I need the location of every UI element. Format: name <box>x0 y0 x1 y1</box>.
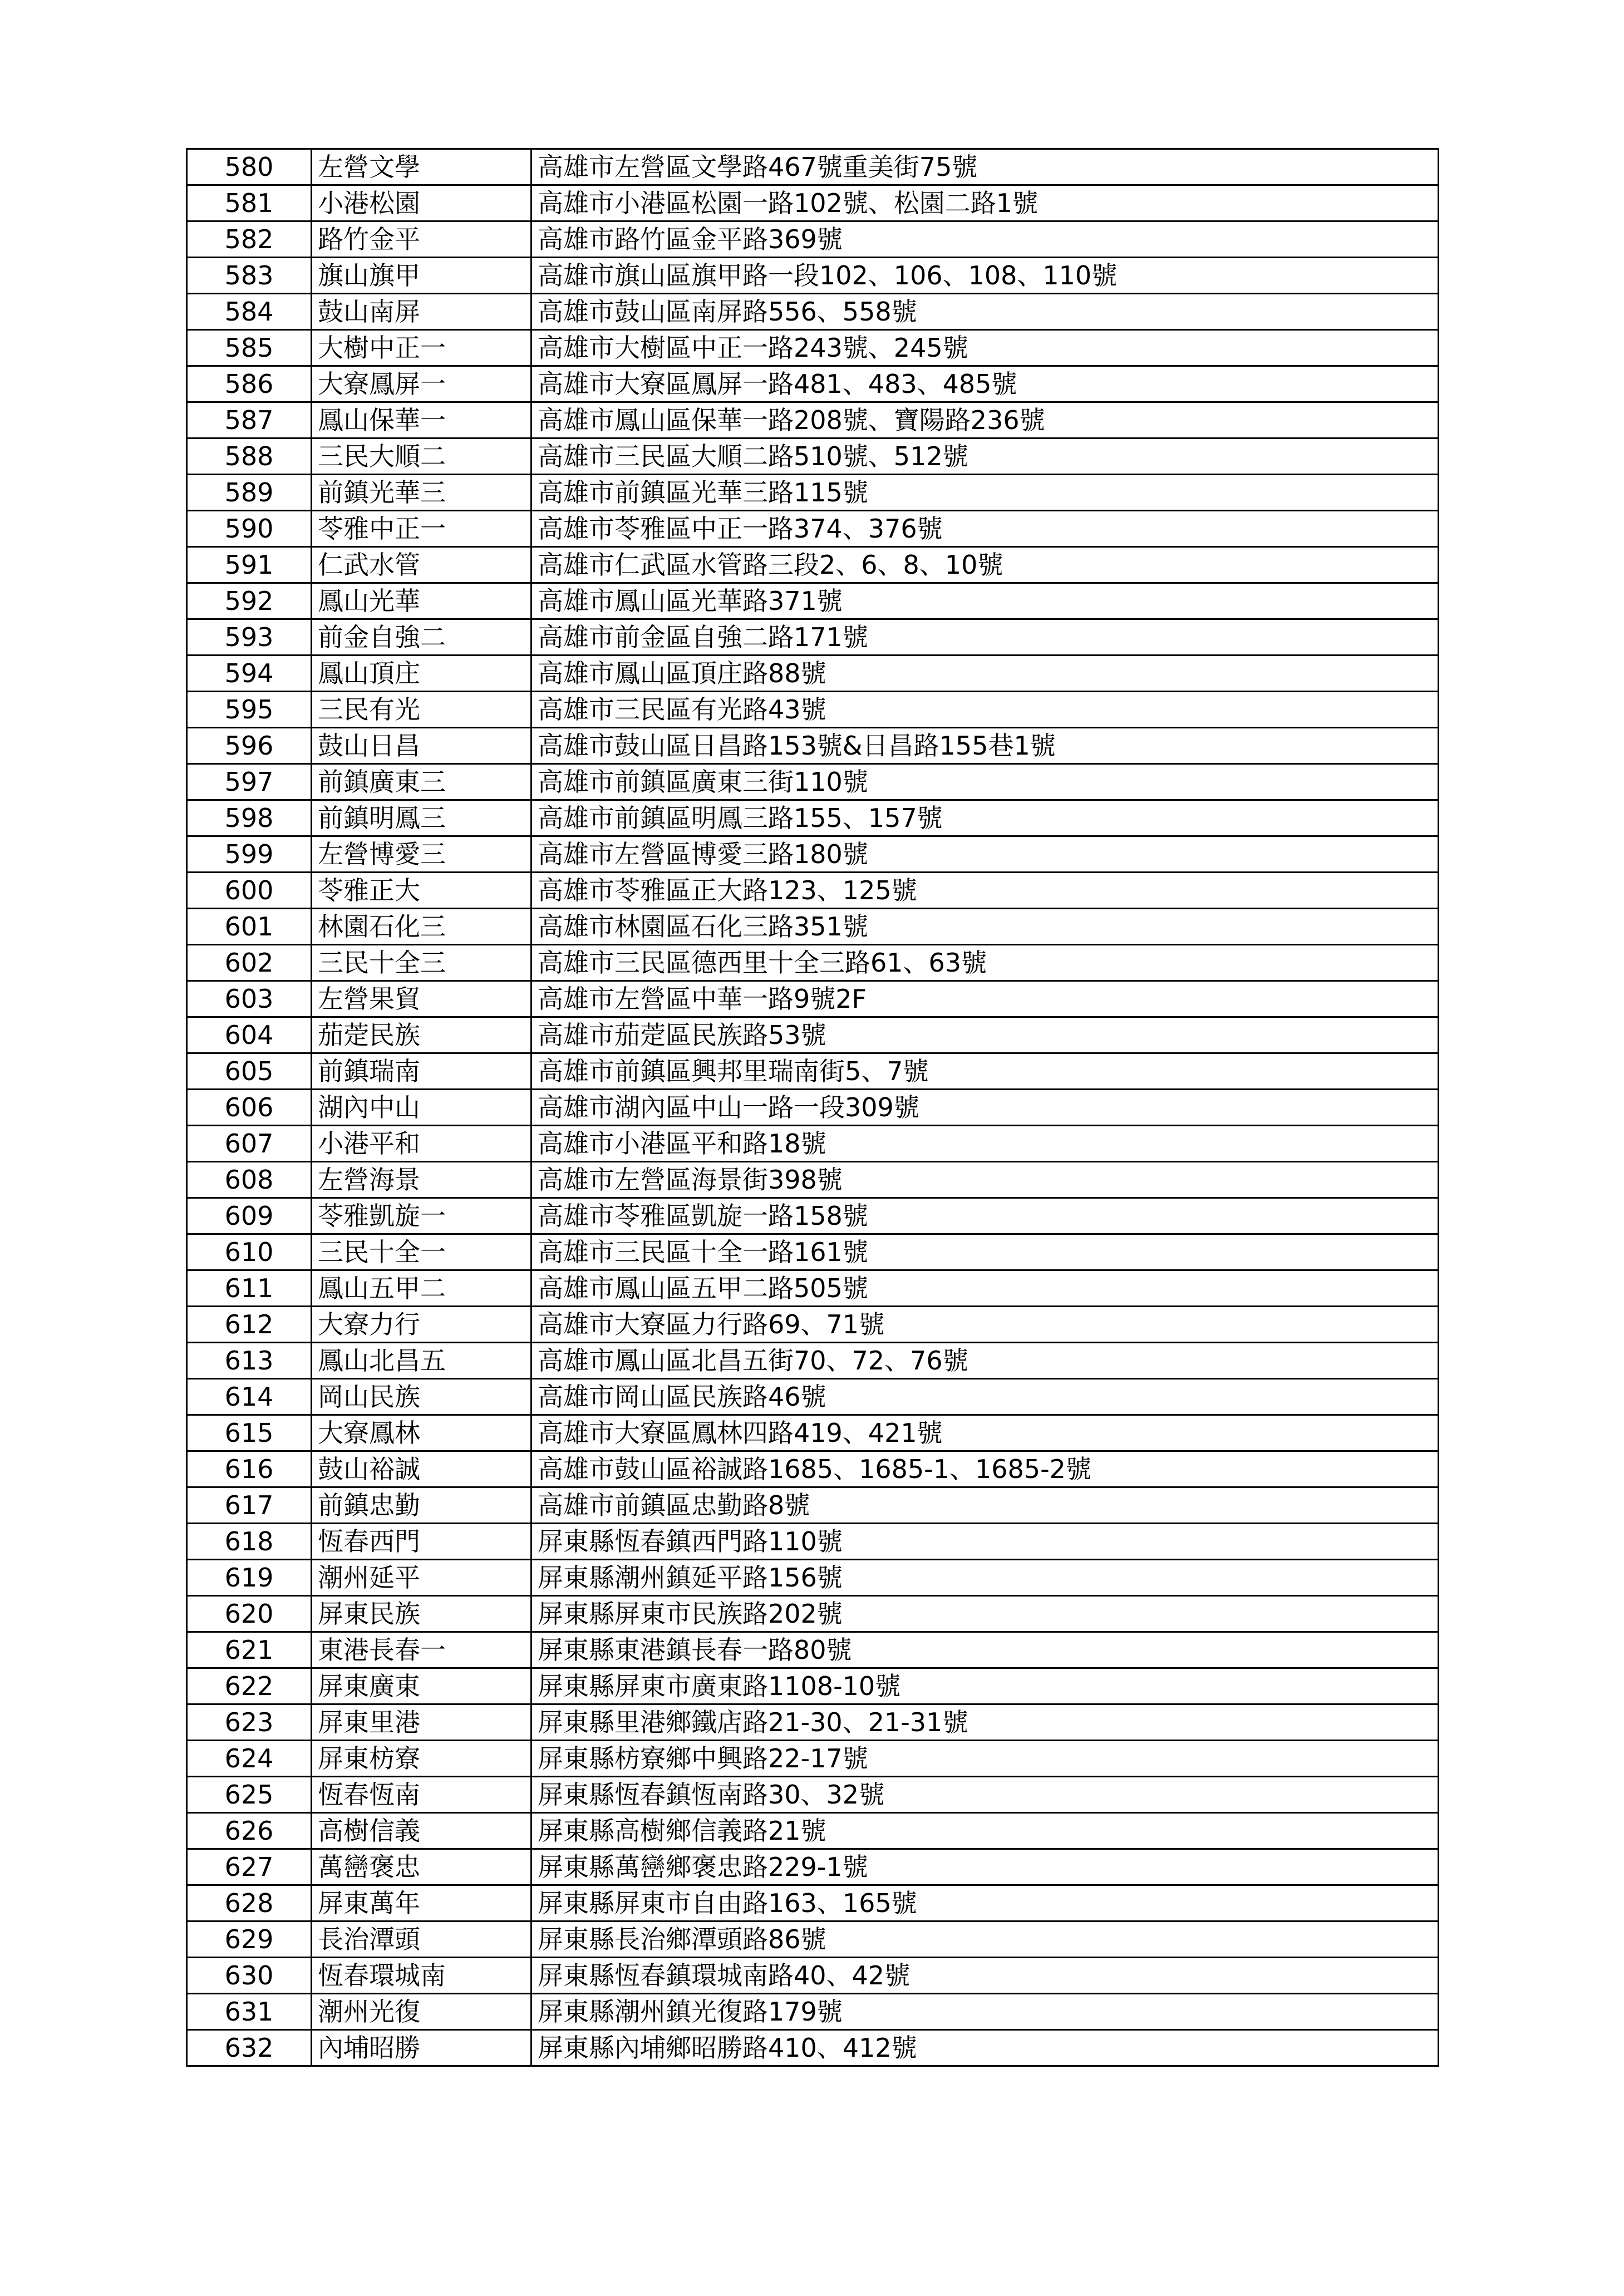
store-address-cell: 高雄市苓雅區正大路123、125號 <box>532 873 1439 909</box>
row-number-cell: 616 <box>187 1451 312 1487</box>
store-name-cell: 屏東民族 <box>312 1596 532 1632</box>
row-number-cell: 627 <box>187 1849 312 1885</box>
store-name-cell: 湖內中山 <box>312 1090 532 1126</box>
row-number-cell: 582 <box>187 221 312 258</box>
table-row <box>187 1307 1439 1343</box>
table-row <box>187 945 1439 981</box>
row-number-cell: 615 <box>187 1415 312 1451</box>
store-name-cell: 三民十全一 <box>312 1234 532 1270</box>
row-number-cell: 604 <box>187 1017 312 1053</box>
store-address-cell: 高雄市湖內區中山一路一段309號 <box>532 1090 1439 1126</box>
store-name-cell: 三民大順二 <box>312 438 532 475</box>
store-address-cell: 高雄市苓雅區凱旋一路158號 <box>532 1198 1439 1234</box>
table-row <box>187 1777 1439 1813</box>
store-address-cell: 高雄市大寮區力行路69、71號 <box>532 1307 1439 1343</box>
store-address-cell: 屏東縣內埔鄉昭勝路410、412號 <box>532 2030 1439 2066</box>
store-address-cell: 高雄市苓雅區中正一路374、376號 <box>532 511 1439 547</box>
store-address-cell: 高雄市鳳山區光華路371號 <box>532 583 1439 619</box>
row-number-cell: 619 <box>187 1560 312 1596</box>
table-row <box>187 1741 1439 1777</box>
store-name-cell: 苓雅凱旋一 <box>312 1198 532 1234</box>
store-name-cell: 鼓山南屏 <box>312 294 532 330</box>
table-row <box>187 909 1439 945</box>
store-name-cell: 內埔昭勝 <box>312 2030 532 2066</box>
table-row <box>187 547 1439 583</box>
table-row <box>187 1234 1439 1270</box>
store-name-cell: 大寮鳳林 <box>312 1415 532 1451</box>
store-name-cell: 大寮力行 <box>312 1307 532 1343</box>
store-name-cell: 屏東枋寮 <box>312 1741 532 1777</box>
row-number-cell: 622 <box>187 1668 312 1704</box>
table-row <box>187 185 1439 221</box>
table-row <box>187 2030 1439 2066</box>
store-name-cell: 長治潭頭 <box>312 1921 532 1958</box>
table-row <box>187 583 1439 619</box>
store-address-cell: 高雄市前鎮區光華三路115號 <box>532 475 1439 511</box>
store-address-cell: 高雄市三民區大順二路510號、512號 <box>532 438 1439 475</box>
row-number-cell: 632 <box>187 2030 312 2066</box>
table-row <box>187 619 1439 656</box>
row-number-cell: 591 <box>187 547 312 583</box>
store-name-cell: 前金自強二 <box>312 619 532 656</box>
store-address-cell: 高雄市鼓山區裕誠路1685、1685-1、1685-2號 <box>532 1451 1439 1487</box>
row-number-cell: 602 <box>187 945 312 981</box>
table-row <box>187 1668 1439 1704</box>
row-number-cell: 610 <box>187 1234 312 1270</box>
store-address-cell: 屏東縣萬巒鄉褒忠路229-1號 <box>532 1849 1439 1885</box>
store-address-cell: 屏東縣恆春鎮恆南路30、32號 <box>532 1777 1439 1813</box>
row-number-cell: 617 <box>187 1487 312 1524</box>
store-name-cell: 林園石化三 <box>312 909 532 945</box>
store-name-cell: 潮州延平 <box>312 1560 532 1596</box>
store-name-cell: 屏東里港 <box>312 1704 532 1741</box>
table-row <box>187 1632 1439 1668</box>
store-address-cell: 屏東縣屏東市自由路163、165號 <box>532 1885 1439 1921</box>
store-address-cell: 高雄市鳳山區頂庄路88號 <box>532 656 1439 692</box>
table-row <box>187 1849 1439 1885</box>
store-name-cell: 路竹金平 <box>312 221 532 258</box>
row-number-cell: 600 <box>187 873 312 909</box>
table-body <box>187 149 1439 2066</box>
store-address-cell: 屏東縣里港鄉鐵店路21-30、21-31號 <box>532 1704 1439 1741</box>
table-row <box>187 728 1439 764</box>
store-address-cell: 高雄市前鎮區廣東三街110號 <box>532 764 1439 800</box>
row-number-cell: 586 <box>187 366 312 402</box>
store-name-cell: 仁武水管 <box>312 547 532 583</box>
store-name-cell: 恆春西門 <box>312 1524 532 1560</box>
store-name-cell: 鳳山保華一 <box>312 402 532 438</box>
store-address-cell: 高雄市林園區石化三路351號 <box>532 909 1439 945</box>
table-row <box>187 1885 1439 1921</box>
store-name-cell: 左營海景 <box>312 1162 532 1198</box>
store-address-cell: 高雄市前金區自強二路171號 <box>532 619 1439 656</box>
store-address-cell: 屏東縣枋寮鄉中興路22-17號 <box>532 1741 1439 1777</box>
store-address-cell: 高雄市大寮區鳳林四路419、421號 <box>532 1415 1439 1451</box>
store-address-cell: 屏東縣長治鄉潭頭路86號 <box>532 1921 1439 1958</box>
row-number-cell: 629 <box>187 1921 312 1958</box>
row-number-cell: 618 <box>187 1524 312 1560</box>
store-address-cell: 高雄市鳳山區保華一路208號、寶陽路236號 <box>532 402 1439 438</box>
row-number-cell: 599 <box>187 836 312 873</box>
store-address-cell: 高雄市旗山區旗甲路一段102、106、108、110號 <box>532 258 1439 294</box>
row-number-cell: 624 <box>187 1741 312 1777</box>
store-address-cell: 屏東縣潮州鎮光復路179號 <box>532 1994 1439 2030</box>
table-row <box>187 1813 1439 1849</box>
row-number-cell: 628 <box>187 1885 312 1921</box>
store-name-cell: 東港長春一 <box>312 1632 532 1668</box>
store-name-cell: 屏東廣東 <box>312 1668 532 1704</box>
store-name-cell: 左營文學 <box>312 149 532 185</box>
row-number-cell: 630 <box>187 1958 312 1994</box>
store-name-cell: 鳳山頂庄 <box>312 656 532 692</box>
table-row <box>187 330 1439 366</box>
store-name-cell: 大寮鳳屏一 <box>312 366 532 402</box>
table-row <box>187 800 1439 836</box>
store-name-cell: 苓雅中正一 <box>312 511 532 547</box>
table-row <box>187 873 1439 909</box>
store-name-cell: 小港平和 <box>312 1126 532 1162</box>
store-address-cell: 高雄市小港區松園一路102號、松園二路1號 <box>532 185 1439 221</box>
row-number-cell: 580 <box>187 149 312 185</box>
store-name-cell: 前鎮忠勤 <box>312 1487 532 1524</box>
row-number-cell: 609 <box>187 1198 312 1234</box>
row-number-cell: 597 <box>187 764 312 800</box>
row-number-cell: 601 <box>187 909 312 945</box>
table-row <box>187 981 1439 1017</box>
table-row <box>187 1596 1439 1632</box>
table-row <box>187 1053 1439 1090</box>
store-address-cell: 高雄市仁武區水管路三段2、6、8、10號 <box>532 547 1439 583</box>
store-name-cell: 高樹信義 <box>312 1813 532 1849</box>
store-address-cell: 高雄市三民區十全一路161號 <box>532 1234 1439 1270</box>
row-number-cell: 607 <box>187 1126 312 1162</box>
row-number-cell: 594 <box>187 656 312 692</box>
table-row <box>187 1343 1439 1379</box>
table-row <box>187 1017 1439 1053</box>
store-address-cell: 屏東縣高樹鄉信義路21號 <box>532 1813 1439 1849</box>
store-address-cell: 高雄市茄萣區民族路53號 <box>532 1017 1439 1053</box>
store-name-cell: 鳳山光華 <box>312 583 532 619</box>
row-number-cell: 590 <box>187 511 312 547</box>
store-address-cell: 屏東縣屏東市廣東路1108-10號 <box>532 1668 1439 1704</box>
store-address-cell: 高雄市鳳山區五甲二路505號 <box>532 1270 1439 1307</box>
row-number-cell: 595 <box>187 692 312 728</box>
table-row <box>187 656 1439 692</box>
row-number-cell: 593 <box>187 619 312 656</box>
store-address-cell: 高雄市鳳山區北昌五街70、72、76號 <box>532 1343 1439 1379</box>
store-address-cell: 高雄市左營區文學路467號重美街75號 <box>532 149 1439 185</box>
store-name-cell: 前鎮光華三 <box>312 475 532 511</box>
row-number-cell: 613 <box>187 1343 312 1379</box>
table-row <box>187 692 1439 728</box>
row-number-cell: 620 <box>187 1596 312 1632</box>
store-name-cell: 恆春環城南 <box>312 1958 532 1994</box>
row-number-cell: 608 <box>187 1162 312 1198</box>
row-number-cell: 583 <box>187 258 312 294</box>
table-row <box>187 836 1439 873</box>
store-address-cell: 高雄市前鎮區明鳳三路155、157號 <box>532 800 1439 836</box>
table-row <box>187 221 1439 258</box>
store-address-cell: 屏東縣恆春鎮環城南路40、42號 <box>532 1958 1439 1994</box>
store-address-cell: 高雄市左營區中華一路9號2F <box>532 981 1439 1017</box>
row-number-cell: 585 <box>187 330 312 366</box>
row-number-cell: 606 <box>187 1090 312 1126</box>
store-address-cell: 高雄市左營區博愛三路180號 <box>532 836 1439 873</box>
store-name-cell: 鳳山北昌五 <box>312 1343 532 1379</box>
store-address-cell: 高雄市岡山區民族路46號 <box>532 1379 1439 1415</box>
table-row <box>187 402 1439 438</box>
row-number-cell: 626 <box>187 1813 312 1849</box>
table-row <box>187 1451 1439 1487</box>
store-name-cell: 左營果貿 <box>312 981 532 1017</box>
store-name-cell: 茄萣民族 <box>312 1017 532 1053</box>
table-row <box>187 511 1439 547</box>
table-row <box>187 1162 1439 1198</box>
store-name-cell: 鼓山裕誠 <box>312 1451 532 1487</box>
store-address-cell: 高雄市三民區德西里十全三路61、63號 <box>532 945 1439 981</box>
store-address-cell: 高雄市大寮區鳳屏一路481、483、485號 <box>532 366 1439 402</box>
table-row <box>187 1994 1439 2030</box>
store-address-table <box>186 148 1439 2067</box>
store-name-cell: 三民十全三 <box>312 945 532 981</box>
store-name-cell: 屏東萬年 <box>312 1885 532 1921</box>
row-number-cell: 625 <box>187 1777 312 1813</box>
store-address-cell: 高雄市小港區平和路18號 <box>532 1126 1439 1162</box>
store-name-cell: 旗山旗甲 <box>312 258 532 294</box>
store-address-cell: 屏東縣東港鎮長春一路80號 <box>532 1632 1439 1668</box>
store-address-cell: 高雄市三民區有光路43號 <box>532 692 1439 728</box>
store-name-cell: 大樹中正一 <box>312 330 532 366</box>
store-name-cell: 三民有光 <box>312 692 532 728</box>
table-row <box>187 1958 1439 1994</box>
table-row <box>187 1126 1439 1162</box>
row-number-cell: 614 <box>187 1379 312 1415</box>
table-row <box>187 1560 1439 1596</box>
store-name-cell: 萬巒褒忠 <box>312 1849 532 1885</box>
store-address-cell: 高雄市鼓山區南屏路556、558號 <box>532 294 1439 330</box>
store-address-cell: 高雄市鼓山區日昌路153號&日昌路155巷1號 <box>532 728 1439 764</box>
store-name-cell: 鳳山五甲二 <box>312 1270 532 1307</box>
store-name-cell: 前鎮瑞南 <box>312 1053 532 1090</box>
store-address-cell: 高雄市路竹區金平路369號 <box>532 221 1439 258</box>
row-number-cell: 589 <box>187 475 312 511</box>
store-name-cell: 恆春恆南 <box>312 1777 532 1813</box>
row-number-cell: 612 <box>187 1307 312 1343</box>
store-name-cell: 潮州光復 <box>312 1994 532 2030</box>
row-number-cell: 587 <box>187 402 312 438</box>
table-row <box>187 1487 1439 1524</box>
table-row <box>187 764 1439 800</box>
store-address-cell: 高雄市前鎮區忠勤路8號 <box>532 1487 1439 1524</box>
row-number-cell: 631 <box>187 1994 312 2030</box>
store-address-cell: 屏東縣潮州鎮延平路156號 <box>532 1560 1439 1596</box>
store-address-cell: 屏東縣屏東市民族路202號 <box>532 1596 1439 1632</box>
row-number-cell: 621 <box>187 1632 312 1668</box>
row-number-cell: 623 <box>187 1704 312 1741</box>
row-number-cell: 592 <box>187 583 312 619</box>
table-row <box>187 1704 1439 1741</box>
row-number-cell: 581 <box>187 185 312 221</box>
store-name-cell: 前鎮明鳳三 <box>312 800 532 836</box>
store-name-cell: 小港松園 <box>312 185 532 221</box>
store-name-cell: 岡山民族 <box>312 1379 532 1415</box>
row-number-cell: 605 <box>187 1053 312 1090</box>
table-row <box>187 1921 1439 1958</box>
store-address-cell: 高雄市前鎮區興邦里瑞南街5、7號 <box>532 1053 1439 1090</box>
table-row <box>187 1198 1439 1234</box>
table-row <box>187 366 1439 402</box>
store-name-cell: 左營博愛三 <box>312 836 532 873</box>
store-name-cell: 苓雅正大 <box>312 873 532 909</box>
row-number-cell: 584 <box>187 294 312 330</box>
row-number-cell: 588 <box>187 438 312 475</box>
table-row <box>187 1524 1439 1560</box>
store-name-cell: 鼓山日昌 <box>312 728 532 764</box>
table-row <box>187 475 1439 511</box>
table-row <box>187 258 1439 294</box>
store-address-cell: 屏東縣恆春鎮西門路110號 <box>532 1524 1439 1560</box>
table-row <box>187 1090 1439 1126</box>
store-address-cell: 高雄市大樹區中正一路243號、245號 <box>532 330 1439 366</box>
table-row <box>187 1270 1439 1307</box>
table-row <box>187 1379 1439 1415</box>
store-address-cell: 高雄市左營區海景街398號 <box>532 1162 1439 1198</box>
store-name-cell: 前鎮廣東三 <box>312 764 532 800</box>
table-row <box>187 1415 1439 1451</box>
row-number-cell: 598 <box>187 800 312 836</box>
table-row <box>187 149 1439 185</box>
row-number-cell: 611 <box>187 1270 312 1307</box>
row-number-cell: 596 <box>187 728 312 764</box>
table-row <box>187 438 1439 475</box>
table-row <box>187 294 1439 330</box>
row-number-cell: 603 <box>187 981 312 1017</box>
